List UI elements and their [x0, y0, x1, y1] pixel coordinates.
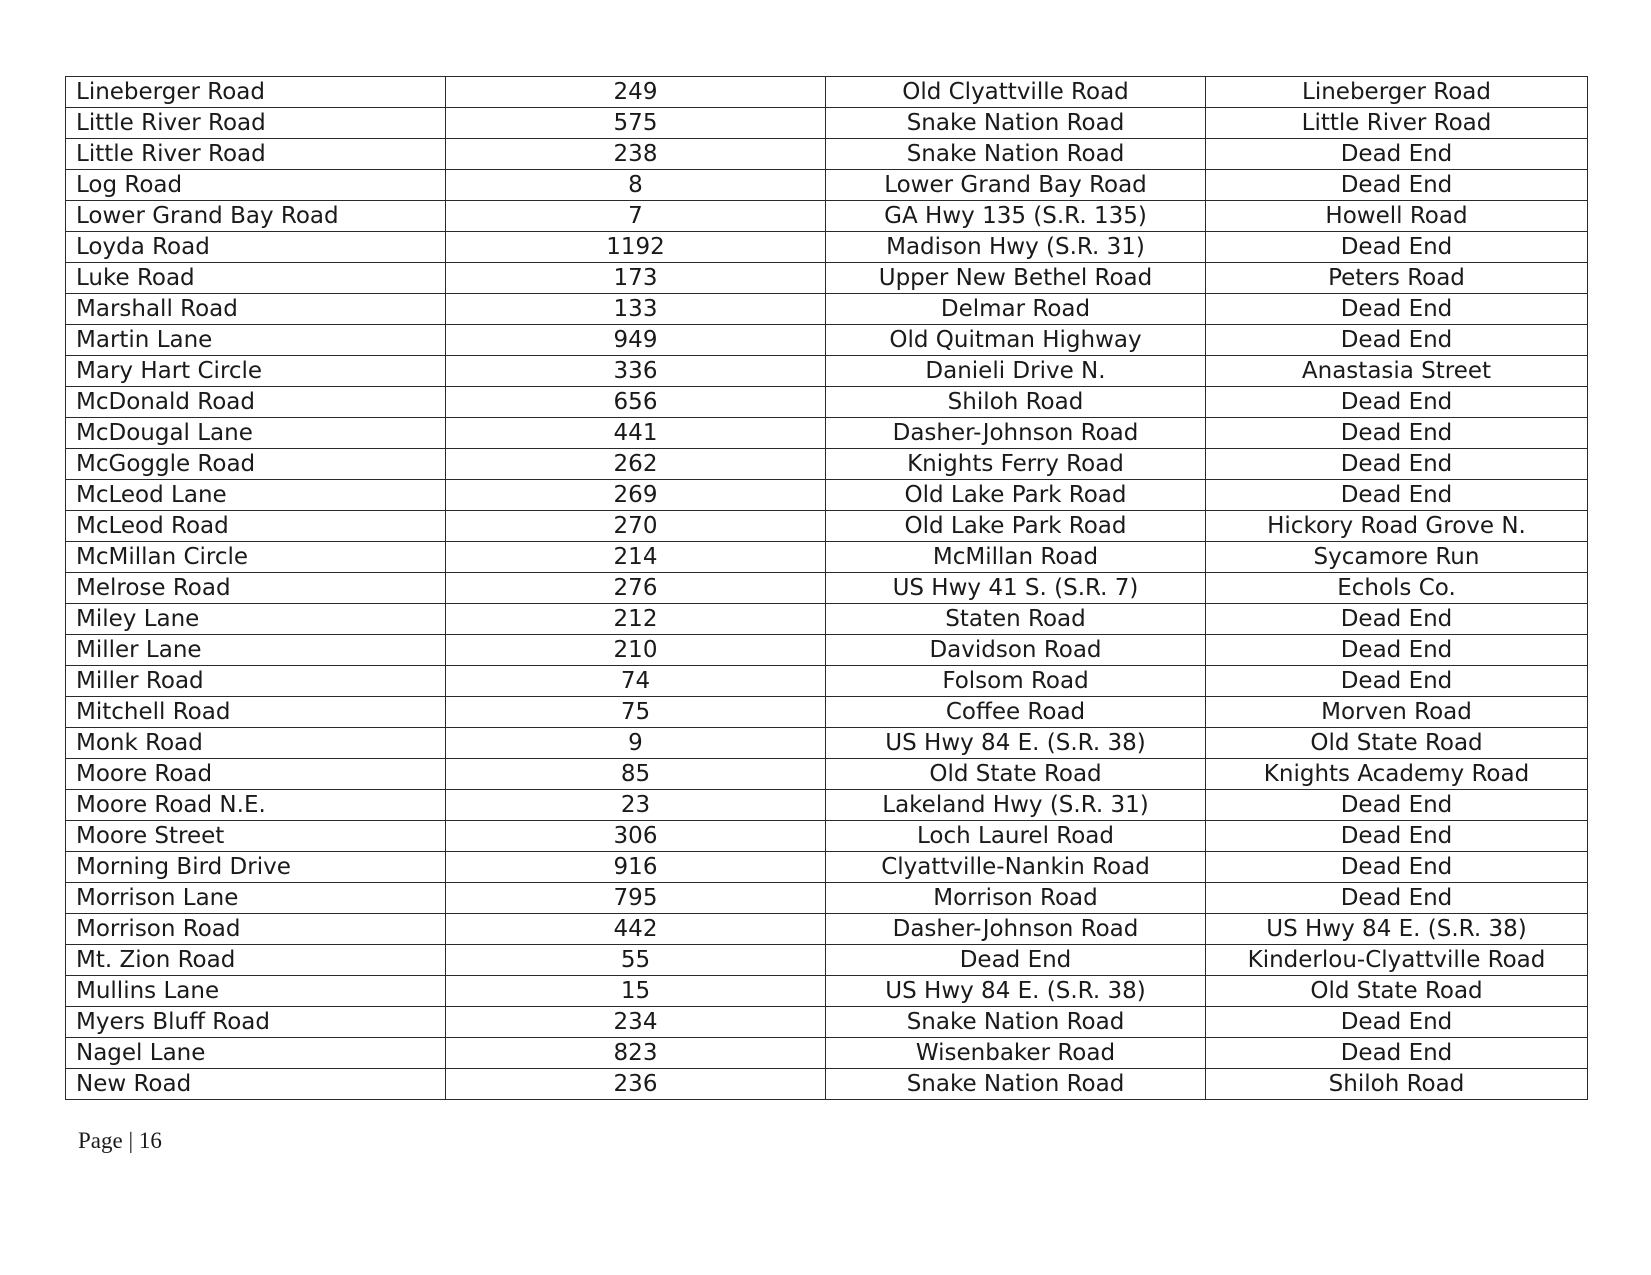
from-cell: Dasher-Johnson Road [826, 418, 1206, 449]
road-name-cell: Miley Lane [66, 604, 446, 635]
road-number-cell: 306 [446, 821, 826, 852]
to-cell: Sycamore Run [1206, 542, 1588, 573]
road-name-cell: McLeod Road [66, 511, 446, 542]
to-cell: Dead End [1206, 883, 1588, 914]
table-row [66, 821, 1588, 852]
table-row [66, 945, 1588, 976]
table-row [66, 387, 1588, 418]
from-cell: Morrison Road [826, 883, 1206, 914]
road-number-cell: 214 [446, 542, 826, 573]
to-cell: Old State Road [1206, 976, 1588, 1007]
to-cell: Dead End [1206, 852, 1588, 883]
road-number-cell: 1192 [446, 232, 826, 263]
road-table-container [65, 76, 1587, 1100]
road-name-cell: Nagel Lane [66, 1038, 446, 1069]
road-name-cell: Morrison Lane [66, 883, 446, 914]
to-cell: Dead End [1206, 139, 1588, 170]
table-row [66, 635, 1588, 666]
to-cell: Howell Road [1206, 201, 1588, 232]
road-number-cell: 212 [446, 604, 826, 635]
road-table-body [66, 77, 1588, 1100]
road-name-cell: Marshall Road [66, 294, 446, 325]
table-row [66, 759, 1588, 790]
from-cell: Delmar Road [826, 294, 1206, 325]
road-name-cell: McLeod Lane [66, 480, 446, 511]
road-number-cell: 262 [446, 449, 826, 480]
road-number-cell: 270 [446, 511, 826, 542]
road-name-cell: Morning Bird Drive [66, 852, 446, 883]
to-cell: Dead End [1206, 1007, 1588, 1038]
table-row [66, 449, 1588, 480]
table-row [66, 480, 1588, 511]
from-cell: Shiloh Road [826, 387, 1206, 418]
from-cell: GA Hwy 135 (S.R. 135) [826, 201, 1206, 232]
road-name-cell: Mullins Lane [66, 976, 446, 1007]
to-cell: Old State Road [1206, 728, 1588, 759]
road-table [65, 76, 1588, 1100]
from-cell: US Hwy 84 E. (S.R. 38) [826, 976, 1206, 1007]
to-cell: Dead End [1206, 1038, 1588, 1069]
to-cell: Dead End [1206, 635, 1588, 666]
from-cell: Old Quitman Highway [826, 325, 1206, 356]
table-row [66, 77, 1588, 108]
road-number-cell: 575 [446, 108, 826, 139]
road-name-cell: Martin Lane [66, 325, 446, 356]
road-name-cell: Little River Road [66, 139, 446, 170]
road-number-cell: 823 [446, 1038, 826, 1069]
to-cell: Morven Road [1206, 697, 1588, 728]
road-number-cell: 210 [446, 635, 826, 666]
road-name-cell: Moore Street [66, 821, 446, 852]
road-number-cell: 238 [446, 139, 826, 170]
table-row [66, 790, 1588, 821]
road-number-cell: 85 [446, 759, 826, 790]
road-number-cell: 249 [446, 77, 826, 108]
road-name-cell: McDonald Road [66, 387, 446, 418]
from-cell: Clyattville-Nankin Road [826, 852, 1206, 883]
table-row [66, 263, 1588, 294]
road-number-cell: 336 [446, 356, 826, 387]
road-name-cell: Mary Hart Circle [66, 356, 446, 387]
from-cell: Dead End [826, 945, 1206, 976]
page-number: Page | 16 [78, 1128, 162, 1153]
road-name-cell: Monk Road [66, 728, 446, 759]
to-cell: Knights Academy Road [1206, 759, 1588, 790]
road-number-cell: 75 [446, 697, 826, 728]
from-cell: Old Lake Park Road [826, 511, 1206, 542]
table-row [66, 511, 1588, 542]
table-row [66, 325, 1588, 356]
road-name-cell: McGoggle Road [66, 449, 446, 480]
road-number-cell: 916 [446, 852, 826, 883]
to-cell: Dead End [1206, 387, 1588, 418]
to-cell: Dead End [1206, 294, 1588, 325]
table-row [66, 1069, 1588, 1100]
road-name-cell: Melrose Road [66, 573, 446, 604]
to-cell: US Hwy 84 E. (S.R. 38) [1206, 914, 1588, 945]
road-number-cell: 441 [446, 418, 826, 449]
table-row [66, 604, 1588, 635]
road-name-cell: Myers Bluff Road [66, 1007, 446, 1038]
road-name-cell: Moore Road [66, 759, 446, 790]
road-name-cell: Moore Road N.E. [66, 790, 446, 821]
from-cell: US Hwy 41 S. (S.R. 7) [826, 573, 1206, 604]
to-cell: Dead End [1206, 666, 1588, 697]
road-number-cell: 236 [446, 1069, 826, 1100]
to-cell: Dead End [1206, 821, 1588, 852]
road-number-cell: 949 [446, 325, 826, 356]
road-number-cell: 234 [446, 1007, 826, 1038]
road-name-cell: Morrison Road [66, 914, 446, 945]
from-cell: US Hwy 84 E. (S.R. 38) [826, 728, 1206, 759]
road-number-cell: 8 [446, 170, 826, 201]
road-name-cell: Miller Road [66, 666, 446, 697]
road-name-cell: McDougal Lane [66, 418, 446, 449]
to-cell: Dead End [1206, 232, 1588, 263]
table-row [66, 356, 1588, 387]
road-number-cell: 55 [446, 945, 826, 976]
road-number-cell: 74 [446, 666, 826, 697]
from-cell: Snake Nation Road [826, 108, 1206, 139]
road-number-cell: 133 [446, 294, 826, 325]
to-cell: Dead End [1206, 604, 1588, 635]
road-number-cell: 656 [446, 387, 826, 418]
road-number-cell: 442 [446, 914, 826, 945]
table-row [66, 418, 1588, 449]
from-cell: McMillan Road [826, 542, 1206, 573]
table-row [66, 1038, 1588, 1069]
to-cell: Dead End [1206, 170, 1588, 201]
from-cell: Madison Hwy (S.R. 31) [826, 232, 1206, 263]
to-cell: Anastasia Street [1206, 356, 1588, 387]
table-row [66, 666, 1588, 697]
from-cell: Staten Road [826, 604, 1206, 635]
from-cell: Snake Nation Road [826, 1069, 1206, 1100]
road-number-cell: 23 [446, 790, 826, 821]
from-cell: Danieli Drive N. [826, 356, 1206, 387]
to-cell: Lineberger Road [1206, 77, 1588, 108]
to-cell: Little River Road [1206, 108, 1588, 139]
from-cell: Dasher-Johnson Road [826, 914, 1206, 945]
table-row [66, 697, 1588, 728]
table-row [66, 201, 1588, 232]
from-cell: Davidson Road [826, 635, 1206, 666]
table-row [66, 294, 1588, 325]
road-name-cell: Lineberger Road [66, 77, 446, 108]
from-cell: Snake Nation Road [826, 139, 1206, 170]
to-cell: Dead End [1206, 418, 1588, 449]
road-number-cell: 269 [446, 480, 826, 511]
table-row [66, 883, 1588, 914]
road-name-cell: Mt. Zion Road [66, 945, 446, 976]
road-number-cell: 15 [446, 976, 826, 1007]
road-name-cell: Lower Grand Bay Road [66, 201, 446, 232]
road-name-cell: New Road [66, 1069, 446, 1100]
from-cell: Old State Road [826, 759, 1206, 790]
road-number-cell: 9 [446, 728, 826, 759]
to-cell: Kinderlou-Clyattville Road [1206, 945, 1588, 976]
table-row [66, 139, 1588, 170]
from-cell: Lower Grand Bay Road [826, 170, 1206, 201]
road-name-cell: Luke Road [66, 263, 446, 294]
to-cell: Dead End [1206, 790, 1588, 821]
road-number-cell: 795 [446, 883, 826, 914]
to-cell: Hickory Road Grove N. [1206, 511, 1588, 542]
to-cell: Dead End [1206, 449, 1588, 480]
from-cell: Wisenbaker Road [826, 1038, 1206, 1069]
road-name-cell: Little River Road [66, 108, 446, 139]
table-row [66, 914, 1588, 945]
from-cell: Coffee Road [826, 697, 1206, 728]
to-cell: Dead End [1206, 325, 1588, 356]
to-cell: Shiloh Road [1206, 1069, 1588, 1100]
from-cell: Snake Nation Road [826, 1007, 1206, 1038]
from-cell: Upper New Bethel Road [826, 263, 1206, 294]
table-row [66, 976, 1588, 1007]
from-cell: Folsom Road [826, 666, 1206, 697]
road-number-cell: 276 [446, 573, 826, 604]
road-name-cell: Log Road [66, 170, 446, 201]
road-name-cell: McMillan Circle [66, 542, 446, 573]
from-cell: Lakeland Hwy (S.R. 31) [826, 790, 1206, 821]
table-row [66, 1007, 1588, 1038]
road-number-cell: 7 [446, 201, 826, 232]
from-cell: Loch Laurel Road [826, 821, 1206, 852]
to-cell: Dead End [1206, 480, 1588, 511]
table-row [66, 728, 1588, 759]
road-name-cell: Loyda Road [66, 232, 446, 263]
road-name-cell: Miller Lane [66, 635, 446, 666]
to-cell: Echols Co. [1206, 573, 1588, 604]
table-row [66, 232, 1588, 263]
table-row [66, 852, 1588, 883]
from-cell: Old Lake Park Road [826, 480, 1206, 511]
table-row [66, 542, 1588, 573]
from-cell: Old Clyattville Road [826, 77, 1206, 108]
road-number-cell: 173 [446, 263, 826, 294]
from-cell: Knights Ferry Road [826, 449, 1206, 480]
table-row [66, 108, 1588, 139]
table-row [66, 573, 1588, 604]
to-cell: Peters Road [1206, 263, 1588, 294]
table-row [66, 170, 1588, 201]
road-name-cell: Mitchell Road [66, 697, 446, 728]
